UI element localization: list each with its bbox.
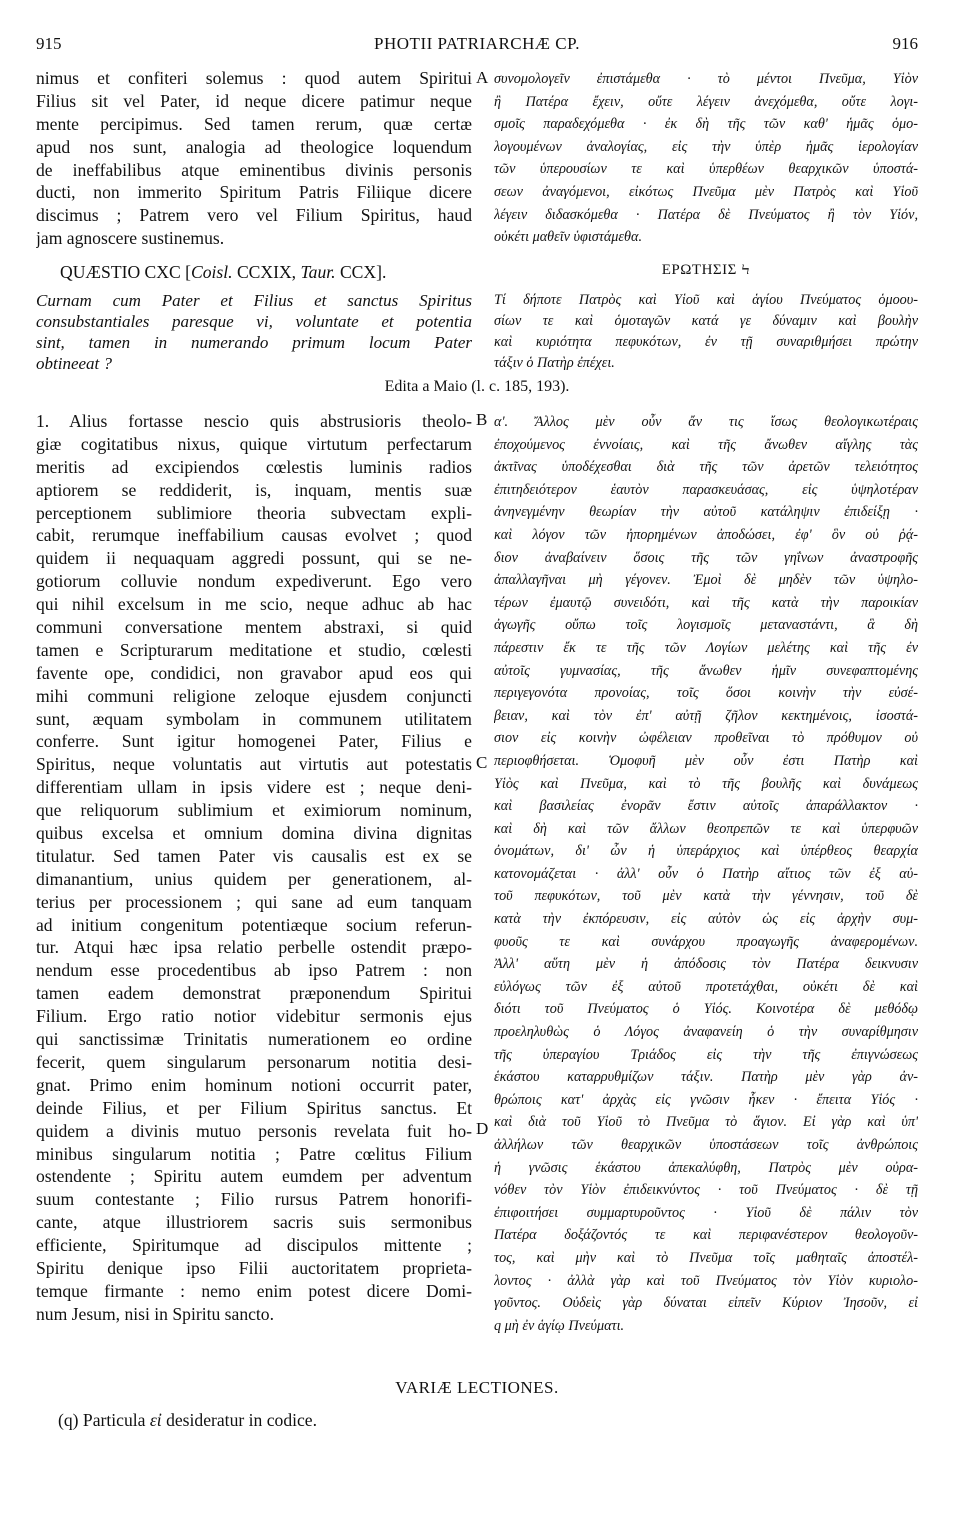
text-line: suum contestante ; Filio rursus Patrem honorifi- [36, 1189, 472, 1210]
text-line: ἐπιφοιτήσει συμμαρτυροῦντος · Υἱοῦ δὲ πάλιν τὸν [494, 1204, 918, 1221]
variae-lectiones-heading: VARIÆ LECTIONES. [395, 1378, 559, 1397]
text-line: Τί δήποτε Πατρὸς καὶ Υἱοῦ καὶ ἁγίου Πνεύματος ὁμοου- [494, 292, 918, 308]
text-line: Ἀλλ' αὕτη μὲν ἡ ἀπόδοσις τὸν Πατέρα δεικνυσιν [494, 956, 918, 973]
running-title: PHOTII PATRIARCHÆ CP. [374, 34, 580, 53]
text-line: διον ἀναβαίνειν ὅσοις τῆς τῶν γηΐνων ἀναστροφῆς [494, 549, 918, 566]
text-line: Πατέρα δοξάζοντός τε καὶ περιφανέστερον θεολογοῦν- [494, 1227, 918, 1244]
text-line: σμοῖς παραδεχόμεθα · ἐκ δὴ τῆς τῶν καθ' ἡμᾶς ὁμο- [494, 116, 918, 133]
codex-coisl: Coisl. [190, 262, 233, 282]
text-line: σεων ἀναγόμενοι, εἰκότως Πνεῦμα μὲν Πατρὸς καὶ Υἱοῦ [494, 183, 918, 200]
text-line: favente ope, condidici, non gravabor apud eos qui [36, 662, 472, 683]
text-line: καὶ κυριότητα πεφυκότων, ἐν τῇ συναριθμήσει πρώτην [494, 334, 918, 350]
text-line: cante, atque illustriorem sacris suis sermonibus [36, 1212, 472, 1233]
question-heading-text: QUÆSTIO CXC [ [60, 262, 191, 282]
text-line: ἀπαλλαγῆναι μὴ γέγονεν. Ἐμοὶ δὲ μηδὲν τῶν ὑψηλο- [494, 572, 918, 589]
text-line: sunt, æquam symbolam in communem utilitatem [36, 708, 472, 729]
text-line: ἐπιτηδειότερον ἑαυτὸν παρασκευάσας, εἰς ὑψηλοτέραν [494, 481, 918, 498]
text-line: ducti, non immerito Spiritum Patris Filiique dicere [36, 182, 472, 203]
text-line: Filium. Ergo ratio notior videbitur sermonis ejus [36, 1006, 472, 1027]
text-line: λέγειν διδασκόμεθα · Πατέρα δὲ Πνεύματος ἢ τὸν Υἱόν, [494, 206, 918, 223]
text-line: περιγεγονότα προνοίας, τοῖς ὅσοι κοινὴν τὴν εὐσέ- [494, 685, 918, 702]
text-line: qui nihil excelsum in me scio, neque adhuc ab hac [36, 594, 472, 615]
text-line: καὶ λόγον τῶν ἠπορημένων ἀποδώσει, ἐφ' ὃν οὐ ῥᾴ- [494, 526, 918, 543]
text-line: καὶ δὴ καὶ τῶν ἄλλων θεοπρεπῶν τε καὶ ὑπερφυῶν [494, 820, 918, 837]
variant-note-text: desideratur in codice. [161, 1410, 318, 1430]
text-line: ἀκτῖνας ὑποδέχεσθαι διὰ τῆς τῶν ἀρετῶν τελειότητος [494, 459, 918, 476]
text-line: τῆς ὑπεραγίου Τριάδος εἰς τὴν τῆς ἐπιγνώσεως [494, 1046, 918, 1063]
text-line: num Jesum, nisi in Spiritu sancto. [36, 1303, 275, 1324]
text-line: λογουμένων ἀναλογίας, εἰς τὴν ὑπὲρ ἡμᾶς ἱερολογίαν [494, 138, 918, 155]
text-line: tamen e Scripturarum meditatione et studio, cœlesti [36, 639, 472, 660]
variant-note-greek: εἰ [149, 1410, 162, 1430]
text-line: ἡ γνῶσις ἑκάστου ἀπεκαλύφθη, Πατρὸς μὲν οὐρα- [494, 1159, 918, 1176]
text-line: fecerit, quem singularum personarum notitia desi- [36, 1051, 472, 1072]
text-line: ἐποχούμενος ἐννοίαις, καὶ τῆς ἄνωθεν αἴγλης τὰς [494, 436, 918, 453]
text-line: temque firmante : nemo enim potest dicere Domi- [36, 1280, 472, 1301]
text-line: γοῦντος. Οὐδεὶς γὰρ δύναται εἰπεῖν Κύριον Ἰησοῦν, εἰ [494, 1295, 918, 1312]
greek-question [494, 290, 918, 374]
text-line: κατονομάζεται · ἀλλ' οὖν ὁ Πατὴρ αἴτιος τῶν ἐξ αὐ- [494, 865, 918, 882]
text-line: φυοῦς τε καὶ συνάρχου προαγωγῆς ἀναφερομένων. [494, 933, 918, 950]
text-line: οὐκέτι μαθεῖν ὑφιστάμεθα. [494, 229, 642, 246]
page-number-left: 915 [36, 34, 62, 53]
text-line: Filius sit vel Pater, id neque dicere patimur neque [36, 90, 472, 111]
text-line: mente percipimus. Sed tamen rerum, quæ certæ [36, 113, 472, 134]
text-line: giæ cogitatibus nixus, quique virtutum perfectarum [36, 433, 472, 454]
text-line: κατὰ τὴν ἐκπόρευσιν, εἰς αὐτὸν ὡς εἰς ἀρχὴν συμ- [494, 911, 918, 928]
text-line: ostendente ; Spiritu autem eumdem per adventum [36, 1166, 472, 1187]
question-heading-latin [36, 262, 472, 283]
text-line: quidem a divinis mutuo personis revelata fuit ho- [36, 1120, 472, 1141]
text-line: gotiorum colluvie nondum expediverunt. Ego vero [36, 571, 472, 592]
text-line: προεληλυθὼς ὁ Λόγος ἀναφανείη ὁ τὴν συναρίθμησιν [494, 1024, 918, 1041]
text-line: ἑκάστου καταρρυθμίζων τάξιν. Πατὴρ μὲν γὰρ ἀν- [494, 1069, 918, 1086]
text-line: τάξιν ὁ Πατὴρ ἐπέχει. [494, 355, 615, 371]
text-line: quidem ii nequaquam aggredi possunt, qui se ne- [36, 548, 472, 569]
text-line: meritis ad excipiendos cœlestis luminis radios [36, 456, 472, 477]
margin-letter-c: C [476, 753, 488, 772]
text-line: nimus et confiteri solemus : quod autem Spiritui [36, 68, 472, 88]
text-line: apud nos sunt, analogia ad theologice loquendum [36, 136, 472, 157]
text-line: πάρεστιν ἔκ τε τῆς τῶν Λογίων μελέτης καὶ τῆς ἐν [494, 639, 918, 656]
text-line: jam agnoscere sustinemus. [36, 228, 225, 249]
edition-note: Edita a Maio (l. c. 185, 193). [384, 378, 570, 395]
running-header [36, 34, 918, 60]
text-line: ἀνηνεγμένην θεωρίαν τὴν αὐτοῦ κατάληψιν ἐπιδείξῃ · [494, 504, 918, 521]
text-line: conferre. Sunt igitur homogenei Pater, Filius e [36, 731, 472, 752]
text-line: terius per processionem ; qui sane ad eum tanquam [36, 891, 472, 912]
text-line: Curnam cum Pater et Filius et sanctus Spiritus [36, 291, 472, 310]
text-line: tamen eadem demonstrat præponendum Spiritui [36, 983, 472, 1004]
text-line: gnat. Primo enim hominum notioni occurrit pater, [36, 1074, 472, 1095]
variant-reading-note [58, 1410, 317, 1431]
text-line: quibus excelsa et omnium domina divina dignitas [36, 823, 472, 844]
text-line: mihi communi religione zeloque ejusdem conjuncti [36, 685, 472, 706]
greek-column-body [494, 411, 918, 1337]
text-line: τῶν ὑπερουσίων τε καὶ ὑπερθέων θεαρχικῶν ὑποστά- [494, 161, 918, 178]
text-line: perceptionem sublimiore theoria subvectam expli- [36, 502, 472, 523]
text-line: σίων τε καὶ ὁμοταγῶν κατά γε δύναμιν καὶ βουλὴν [494, 313, 918, 329]
text-line: nendum esse procedentibus ab ipso Patrem : non [36, 960, 472, 981]
latin-column-body [36, 410, 472, 1326]
text-line: dimanantium, unius quidem per generationem, al- [36, 868, 472, 889]
text-line: αὐτοῖς γυμνασίας, τῆς ἄνωθεν ἡμῖν συνεφαπτομένης [494, 662, 918, 679]
text-line: ἀγωγῆς οὔπω τοῖς λογισμοῖς μεταναστάντι, ἃ δὴ [494, 617, 918, 634]
text-line: συνομολογεῖν ἐπιστάμεθα · τὸ μέντοι Πνεῦμα, Υἱὸν [494, 71, 918, 87]
text-line: θρώποις κατ' ἀρχὰς εἰς γνῶσιν ἧκεν · ἔπειτα Υἱός · [494, 1091, 918, 1108]
variant-note-text: (q) Particula [58, 1410, 150, 1430]
page-number-right: 916 [892, 34, 918, 53]
text-line: 1. Alius fortasse nescio quis abstrusioris theolo- [36, 411, 472, 431]
text-line: obtineeat ? [36, 354, 113, 373]
text-line: aptiorem se reddiderit, is, inquam, mentis suæ [36, 479, 472, 500]
text-line: Spiritu denique ipso Filii auctoritatem proprieta- [36, 1257, 472, 1278]
text-line: καὶ διὰ τοῦ Υἱοῦ τὸ Πνεῦμα τὸ ἅγιον. Εἰ γὰρ καὶ ὑπ' [494, 1114, 918, 1131]
text-line: ὀνομάτων, δι' ὧν ἡ ὑπεράρχιος καὶ ὑπέρθεος θεαρχία [494, 843, 918, 860]
text-line: ἀλλήλων τῶν θεαρχικῶν ὑποστάσεων τοῖς ἀνθρώποις [494, 1137, 918, 1153]
codex-taur: Taur. [300, 262, 336, 282]
text-line: βειαν, καὶ τὸν ἐπ' αὐτῇ ζῆλον κεκτημένοις, ἰσοστά- [494, 707, 918, 724]
latin-question [36, 290, 472, 374]
text-line: efficiente, Spiritumque ad discipulos mittente ; [36, 1235, 472, 1256]
text-line: τοῦ πεφυκότων, τοῦ μὲν κατὰ τὴν γέννησιν, τοῦ δὲ [494, 888, 918, 905]
margin-letter-b: B [476, 410, 488, 429]
text-line: εὐλόγως τῶν ἐξ αὐτοῦ προτετάχθαι, οὐκέτι δὲ καὶ [494, 978, 918, 995]
text-line: Υἱὸς καὶ Πνεῦμα, καὶ τὸ τῆς βουλῆς καὶ δυνάμεως [494, 775, 918, 792]
text-line: sint, tamen in numerando primum locum Pater [36, 333, 472, 352]
text-line: τέρων ἐμαυτῷ συνειδότι, καὶ τῆς κατὰ τὴν παροικίαν [494, 594, 918, 611]
text-line: tur. Atqui hæc ipsa relatio perbelle ostendit præpo- [36, 937, 472, 958]
text-line: minibus singularum notitia ; Patre cœlitus Filium [36, 1143, 472, 1164]
text-line: q μὴ ἐν ἁγίῳ Πνεύματι. [494, 1317, 625, 1334]
question-heading-text: CCXIX, [232, 262, 301, 282]
text-line: discimus ; Patrem vero vel Filium Spiritus, haud [36, 205, 472, 226]
greek-column-top [494, 68, 918, 249]
text-line: consubstantiales paresque vi, voluntate et potentia [36, 312, 472, 331]
text-line: ἢ Πατέρα ἔχειν, οὔτε λέγειν ἀνεχόμεθα, οὔτε λογι- [494, 93, 918, 110]
text-line: τος, καὶ μὴν καὶ τὸ Πνεῦμα τοῖς μαθηταῖς ἀποστέλ- [494, 1249, 918, 1266]
question-heading-text: CCX]. [335, 262, 387, 282]
text-line: διότι τοῦ Πνεύματος ὁ Υἱός. Κοινοτέρα δὲ μεθόδῳ [494, 1001, 918, 1018]
text-line: qui sanctissimæ Trinitatis numerationem eo ordine [36, 1029, 472, 1050]
text-line: α'. Ἄλλος μὲν οὖν ἄν τις ἴσως θεολογικωτέραις [494, 414, 918, 430]
text-line: καὶ βασιλείας ἐνορᾶν ἔστιν αὐτοῖς ἀπαράλλακτον · [494, 798, 918, 815]
text-line: de ineffabilibus atque eminentibus divinis personis [36, 159, 472, 180]
question-heading-greek: ΕΡΩΤΗΣΙΣ Ϟ [661, 262, 751, 278]
text-line: cabit, rerumque ineffabilium causas evolvet ; quod [36, 525, 472, 546]
text-line: deinde Filius, et per Filium Spiritus sanctus. Et [36, 1097, 472, 1118]
text-line: Spiritus, neque voluntatis aut virtutis aut potestatis [36, 754, 472, 775]
text-line: περιοφθήσεται. Ὁμοφυῆ μὲν οὖν ἐστι Πατὴρ καὶ [494, 752, 918, 769]
text-line: ad initium congenitum potentiæque socium referun- [36, 914, 472, 935]
margin-letter-a: A [476, 68, 489, 87]
text-line: νόθεν τὸν Υἱὸν ἐπιδεικνύντος · τοῦ Πνεύματος · δὲ τῇ [494, 1182, 918, 1199]
text-line: differentiam ullam in ipsis videre est ; neque deni- [36, 777, 472, 798]
text-line: titulatur. Sed tamen Pater vis causalis est ex se [36, 845, 472, 866]
text-line: λοντος · ἀλλὰ γὰρ καὶ τοῦ Πνεύματος τὸν Υἱὸν κυριολο- [494, 1272, 918, 1289]
text-line: que reliquorum sublimium et eximiorum nominum, [36, 800, 472, 821]
margin-letter-d: D [476, 1119, 489, 1138]
text-line: σιον εἰς κοινὴν ὠφέλειαν προθεῖναι τὸ πρόθυμον οὐ [494, 730, 918, 747]
latin-column-top [36, 67, 472, 250]
text-line: communi conversatione mentem abstraxi, si quid [36, 617, 472, 638]
